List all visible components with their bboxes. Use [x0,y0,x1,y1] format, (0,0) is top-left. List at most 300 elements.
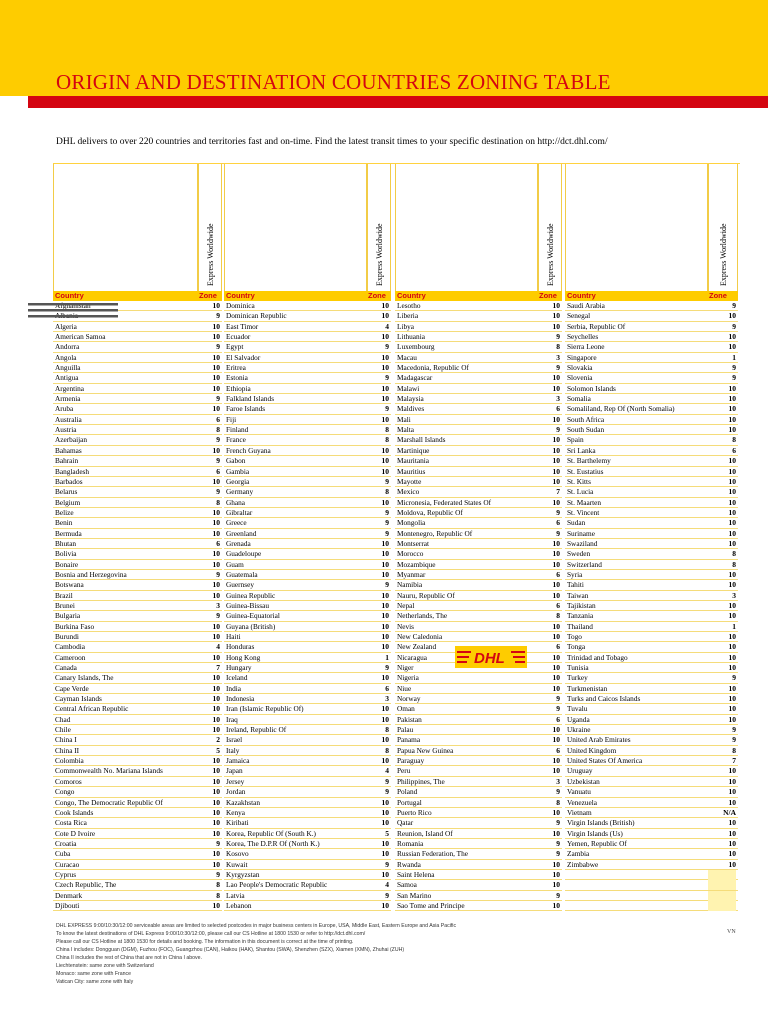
table-row [224,601,391,611]
country-name: Philippines, The [397,776,445,786]
scroll-indicator [28,301,118,321]
zone-value: 9 [732,673,736,683]
country-name: Netherlands, The [397,611,448,621]
table-row [395,715,562,725]
country-name: Greece [226,518,247,528]
table-row [53,580,222,590]
table-row [565,777,738,787]
zone-value: 10 [381,466,389,476]
table-row [224,777,391,787]
table-row [53,725,222,735]
dhl-logo [455,646,527,668]
table-row [224,373,391,383]
service-header: Express Worldwide [206,223,215,286]
country-label: Country [226,291,255,300]
table-row [565,487,738,497]
zone-value: 9 [216,487,220,497]
zone-value: 10 [728,694,736,704]
table-row [565,549,738,559]
table-row [565,870,738,880]
table-row [224,880,391,890]
table-row [224,353,391,363]
zone-value: 10 [212,301,220,310]
table-row [565,684,738,694]
country-name: Gibraltar [226,507,253,517]
country-name: United States Of America [567,756,643,766]
zone-value: 10 [728,404,736,414]
zoning-table [53,163,740,918]
country-name: Mongolia [397,518,426,528]
zone-value: 10 [728,487,736,497]
country-name: Sierra Leone [567,342,605,352]
zone-value: 10 [552,859,560,869]
table-row [565,498,738,508]
zone-value [708,870,736,880]
zone-value: 3 [556,776,560,786]
zone-value: 10 [212,776,220,786]
table-row [565,539,738,549]
country-name: Belgium [55,497,81,507]
country-name: Burundi [55,632,79,641]
zone-value: 10 [728,425,736,435]
country-name: Argentina [55,383,85,393]
country-name: Zambia [567,849,590,859]
footnote-line: Liechtenstein: same zone with Switzerland [56,963,154,969]
table-row [224,787,391,797]
zone-value: 10 [381,849,389,859]
country-name: Dominica [226,301,255,310]
zone-value: 6 [216,466,220,476]
zone-value: 10 [381,756,389,766]
table-row [224,570,391,580]
country-name: Botswana [55,580,84,590]
zone-value: 9 [216,869,220,879]
zone-value: 9 [385,476,389,486]
zone-value: 9 [385,528,389,538]
footnote-line: China I includes: Dongguan (DGM), Fuzhou (FOC), Guangzhou (CAN), Haikou (HAK), Shantou (SWA), Shenzhen (SZX), Xiamen (XMN), Zhuhai (ZUH) [56,947,405,953]
country-name: Canada [55,663,77,673]
country-label: Country [55,291,84,300]
zone-value: 10 [212,704,220,714]
table-row [565,456,738,466]
country-name: Trinidad and Tobago [567,652,628,662]
footnote-line: Monaco: same zone with France [56,971,131,977]
country-name: Seychelles [567,332,599,342]
country-name: Niue [397,683,412,693]
country-name: Nigeria [397,673,419,683]
zone-value: 10 [212,321,220,331]
table-row [395,363,562,373]
zone-value: 10 [212,549,220,559]
table-row [395,322,562,332]
table-row [53,766,222,776]
country-name: Japan [226,766,243,776]
table-row [565,622,738,632]
country-name: Switzerland [567,559,602,569]
zone-value: 10 [552,673,560,683]
zone-value: 10 [552,880,560,890]
country-name: Papua New Guinea [397,745,454,755]
zone-value: 10 [381,445,389,455]
country-name: Nicaragua [397,652,427,662]
country-name: Slovenia [567,373,593,383]
zone-value: 10 [381,311,389,321]
table-row [565,642,738,652]
country-name: Sri Lanka [567,445,596,455]
country-name: Andorra [55,342,80,352]
country-name: Portugal [397,797,422,807]
footnotes [56,922,696,986]
zone-value: 10 [728,611,736,621]
table-row [53,332,222,342]
table-row [53,363,222,373]
zone-value: 10 [728,456,736,466]
zone-value: 10 [212,580,220,590]
table-row [395,529,562,539]
country-name: Belarus [55,487,78,497]
column-labels [224,291,391,301]
country-name: El Salvador [226,352,261,362]
country-name: Sao Tome and Principe [397,900,465,910]
country-name: Cyprus [55,869,77,879]
zone-value: 10 [728,311,736,321]
zone-value: 10 [212,807,220,817]
country-name: Macau [397,352,417,362]
table-row [395,891,562,901]
zone-value: 7 [732,756,736,766]
table-row [224,301,391,311]
zone-value: 10 [212,373,220,383]
zone-value: 3 [556,394,560,404]
country-name: Faroe Islands [226,404,266,414]
zone-value: 4 [216,642,220,652]
zone-value: 10 [552,869,560,879]
footnote-line: To know the latest destinations of DHL Express 9:00/10:30/12:00, please call our CS Hotline at 1800 1530 or refer to http://dct.dhl.com/ [56,931,366,937]
country-name: Jamaica [226,756,250,766]
country-name: Uruguay [567,766,593,776]
zone-value: 5 [385,828,389,838]
country-name: Montserrat [397,538,430,548]
table-row [395,518,562,528]
zone-value: 8 [385,745,389,755]
zone-value: 10 [552,456,560,466]
table-row [53,787,222,797]
zone-value: 10 [552,621,560,631]
table-row [224,901,391,911]
zone-value: 10 [552,321,560,331]
page-title: ORIGIN AND DESTINATION COUNTRIES ZONING TABLE [56,70,611,94]
zone-value: N/A [723,807,736,817]
zone-value: 10 [728,838,736,848]
zone-value: 10 [552,828,560,838]
country-name: Israel [226,735,243,745]
country-name: Congo, The Democratic Republic Of [55,797,163,807]
country-name: Hong Kong [226,652,261,662]
footnote-line: DHL EXPRESS 9:00/10:30/12:00 serviceable areas are limited to selected postcodes in major business centers in Europe, USA, Middle East, Eastern Europe and Asia Pacific [56,923,457,929]
zone-value: 10 [728,632,736,641]
zone-value: 8 [732,559,736,569]
table-row [53,798,222,808]
table-row [395,829,562,839]
table-row [53,622,222,632]
zone-value: 10 [552,497,560,507]
country-name: East Timor [226,321,259,331]
country-name: Chad [55,714,71,724]
country-name: Bulgaria [55,611,81,621]
table-row [224,704,391,714]
zone-value: 10 [212,518,220,528]
table-row [53,508,222,518]
country-name: Mali [397,414,411,424]
zone-value: 9 [556,818,560,828]
country-name: Montenegro, Republic Of [397,528,473,538]
country-name: Chile [55,725,71,735]
table-row [224,498,391,508]
zone-value: 9 [385,518,389,528]
table-row [565,591,738,601]
zone-label: Zone [368,291,386,300]
country-name: Malaysia [397,394,424,404]
zone-value: 9 [385,342,389,352]
table-row [53,808,222,818]
table-row [395,622,562,632]
table-row [565,725,738,735]
zone-value: 6 [216,538,220,548]
zone-value: 10 [212,352,220,362]
country-name: Falkland Islands [226,394,275,404]
zone-value: 10 [212,828,220,838]
table-row [224,653,391,663]
country-name: Yemen, Republic Of [567,838,627,848]
table-row [395,311,562,321]
zone-value: 10 [552,538,560,548]
table-row [565,570,738,580]
zone-value: 10 [381,383,389,393]
table-row [395,435,562,445]
zone-value: 3 [385,694,389,704]
footnote-line: Please call our CS Hotline at 1800 1530 for details and booking. The information in this document is correct at the time of printing. [56,939,354,945]
zone-value: 10 [552,725,560,735]
table-row [565,735,738,745]
table-row [224,642,391,652]
zone-value: 10 [381,600,389,610]
country-name: Singapore [567,352,597,362]
zone-value: 10 [381,704,389,714]
country-name: Bermuda [55,528,82,538]
zone-value: 9 [732,363,736,373]
zone-value: 6 [556,518,560,528]
country-name: Bolivia [55,549,77,559]
table-row [224,839,391,849]
country-name: Denmark [55,890,83,900]
zone-value: 10 [212,683,220,693]
table-row [395,746,562,756]
table-row [395,342,562,352]
country-name: Iceland [226,673,248,683]
zone-value: 6 [556,642,560,652]
table-row [565,673,738,683]
country-name: Eritrea [226,363,246,373]
country-name: Bhutan [55,538,77,548]
table-row [53,477,222,487]
country-label: Country [567,291,596,300]
table-row [224,725,391,735]
table-row [53,560,222,570]
table-row [565,704,738,714]
zone-value: 6 [556,404,560,414]
country-name: Latvia [226,890,245,900]
table-row [565,560,738,570]
zone-value: 9 [556,838,560,848]
table-row [565,818,738,828]
table-row [53,777,222,787]
country-name: Slovakia [567,363,593,373]
zone-value: 10 [552,756,560,766]
zone-value: 9 [385,787,389,797]
country-label: Country [397,291,426,300]
table-row [224,560,391,570]
zone-value: 9 [732,373,736,383]
zone-value: 10 [381,394,389,404]
table-row [53,415,222,425]
table-row [395,580,562,590]
country-name: Uzbekistan [567,776,600,786]
table-row [53,467,222,477]
table-row [53,518,222,528]
zone-value: 10 [552,445,560,455]
table-column-2 [224,164,391,911]
zone-value: 6 [556,714,560,724]
zone-value: 10 [212,766,220,776]
table-row [224,384,391,394]
zone-value: 9 [556,425,560,435]
table-row [565,580,738,590]
zone-value: 10 [552,383,560,393]
country-name: Syria [567,569,583,579]
country-name: Palau [397,725,414,735]
country-name: American Samoa [55,332,106,342]
zone-value: 10 [728,704,736,714]
zone-value: 9 [556,890,560,900]
country-name: Nauru, Republic Of [397,590,455,600]
table-row [395,508,562,518]
country-name: Burkina Faso [55,621,95,631]
country-name: Haiti [226,632,241,641]
country-name: Zimbabwe [567,859,599,869]
table-row [395,384,562,394]
country-name: Senegal [567,311,591,321]
country-name: Marshall Islands [397,435,446,445]
country-name: France [226,435,246,445]
country-name: Commonwealth No. Mariana Islands [55,766,163,776]
table-row [53,901,222,911]
country-name: United Kingdom [567,745,617,755]
zone-value: 6 [556,569,560,579]
zone-value: 3 [216,600,220,610]
table-row [565,601,738,611]
zone-value: 10 [381,621,389,631]
country-name: Mexico [397,487,420,497]
country-name: Iraq [226,714,238,724]
table-row [395,373,562,383]
zone-value: 10 [728,383,736,393]
table-row [224,580,391,590]
table-row [53,684,222,694]
zone-value: 10 [212,714,220,724]
country-name: Bahamas [55,445,82,455]
table-row [565,301,738,311]
country-name: Italy [226,745,240,755]
table-row [224,477,391,487]
country-name: Tunisia [567,663,589,673]
country-name: Algeria [55,321,77,331]
table-row [224,715,391,725]
country-name: Suriname [567,528,595,538]
table-row [53,849,222,859]
table-row [224,849,391,859]
zone-value: 9 [216,611,220,621]
country-name: Barbados [55,476,83,486]
table-row [53,735,222,745]
footnote-line: China II includes the rest of China that are not in China I above. [56,955,202,961]
country-name: Samoa [397,880,417,890]
country-name: Austria [55,425,77,435]
country-name: Hungary [226,663,252,673]
table-row [224,394,391,404]
country-name: Micronesia, Federated States Of [397,497,492,507]
table-row [224,673,391,683]
table-row [224,456,391,466]
zone-value: 8 [385,725,389,735]
zone-value: 8 [732,435,736,445]
table-row [224,632,391,642]
country-name: Guinea-Equatorial [226,611,280,621]
zone-value: 10 [212,900,220,910]
country-name: Bahrain [55,456,79,466]
table-row [224,622,391,632]
table-row [53,642,222,652]
table-row [395,777,562,787]
country-name: Armenia [55,394,81,404]
table-row [224,363,391,373]
country-name: United Arab Emirates [567,735,631,745]
zone-value: 10 [728,600,736,610]
table-row [565,787,738,797]
table-row [565,746,738,756]
zone-value: 10 [381,559,389,569]
table-row [395,477,562,487]
table-row [395,704,562,714]
country-name: Martinique [397,445,430,455]
country-name: Guinea Republic [226,590,276,600]
zone-value: 10 [728,507,736,517]
zone-value [708,880,736,890]
zone-value: 8 [556,342,560,352]
table-row [53,487,222,497]
zone-value: 9 [216,838,220,848]
country-name: Tuvalu [567,704,588,714]
country-name: Uganda [567,714,590,724]
table-row [53,404,222,414]
table-row [395,353,562,363]
zone-value: 10 [552,311,560,321]
country-name: Swaziland [567,538,598,548]
service-header: Express Worldwide [546,223,555,286]
country-name: St. Lucia [567,487,594,497]
zone-value: 10 [728,538,736,548]
table-row [224,870,391,880]
table-row [224,404,391,414]
